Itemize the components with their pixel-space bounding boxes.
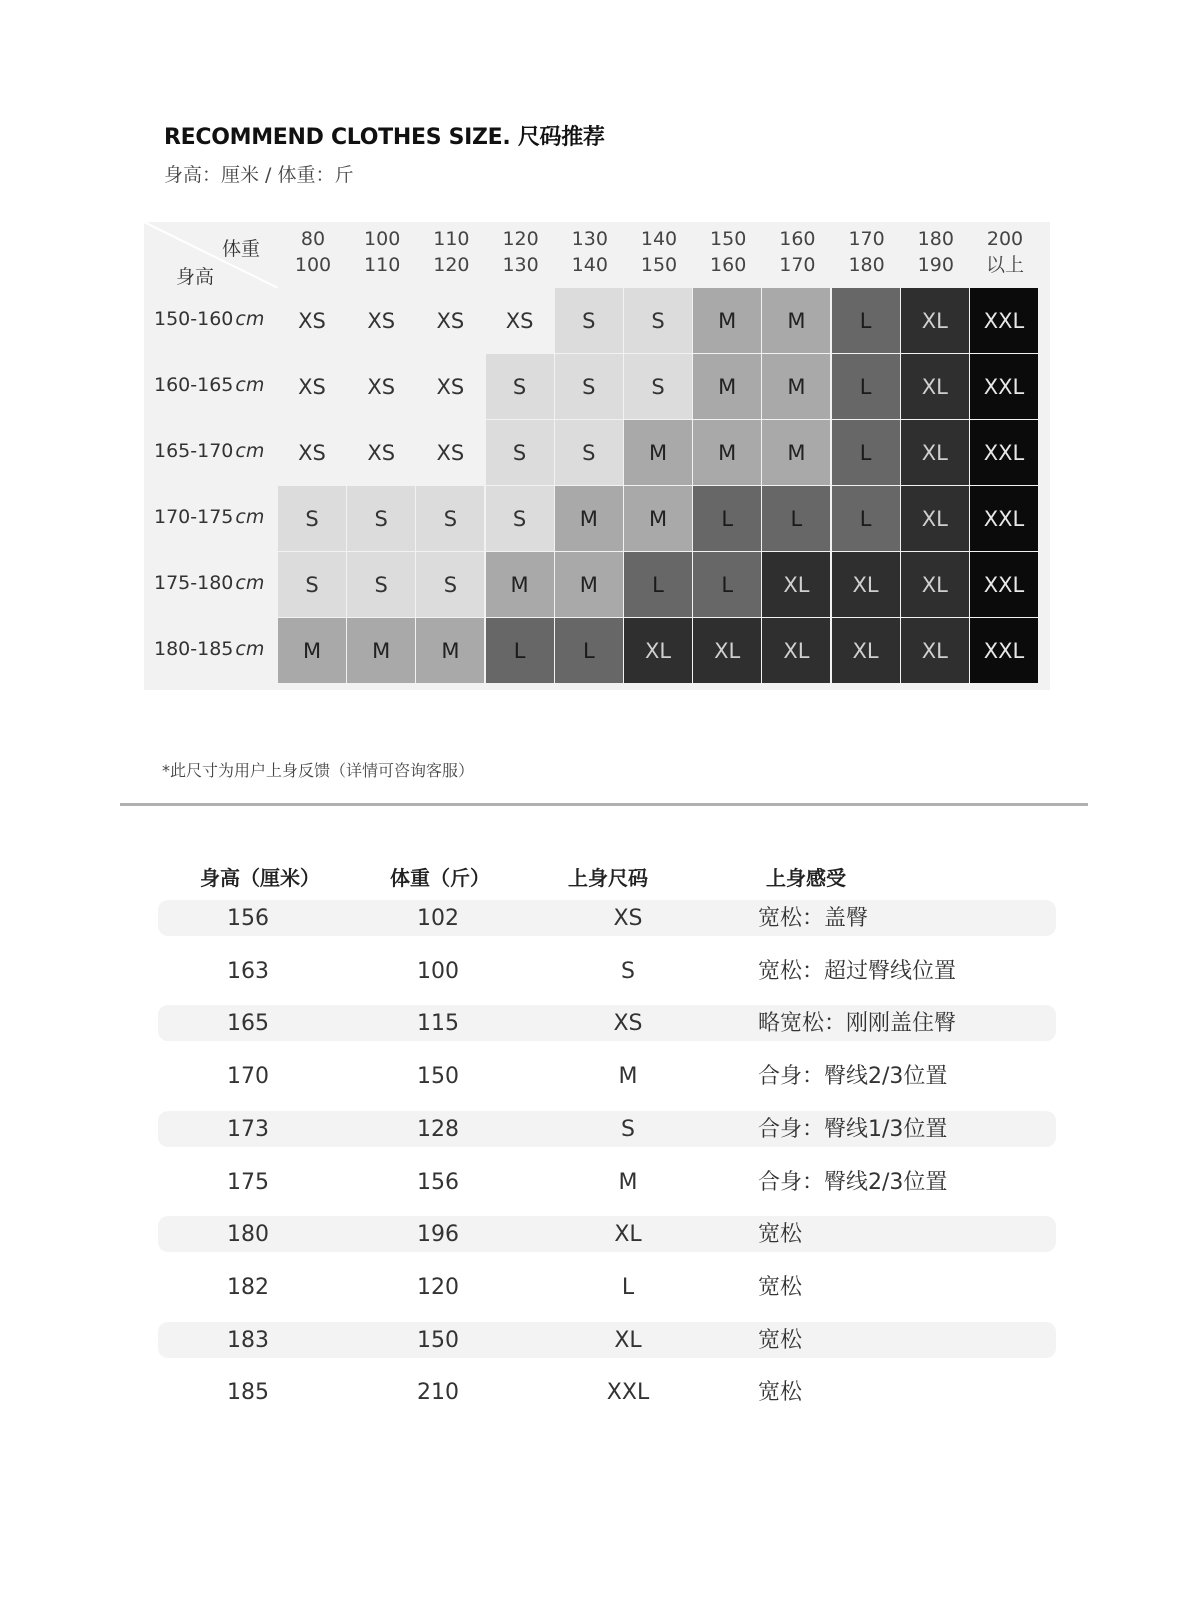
header-feeling: 上身感受 — [766, 866, 846, 890]
size-cell: S — [624, 288, 692, 353]
feedback-row — [158, 1322, 1056, 1358]
size-cell: XS — [278, 354, 346, 419]
size-cell: XL — [901, 552, 969, 617]
size-cell: XL — [901, 420, 969, 485]
size-cell: S — [347, 552, 415, 617]
height-unit: cm — [235, 374, 265, 396]
size-cell: L — [762, 486, 830, 551]
height-row-header — [154, 308, 278, 330]
row-weight: 120 — [417, 1274, 459, 1300]
row-size: XXL — [606, 1380, 650, 1406]
weight-range-start: 110 — [433, 228, 470, 250]
weight-column-header — [486, 226, 556, 278]
size-cell: S — [486, 354, 554, 419]
size-cell: XL — [901, 486, 969, 551]
feedback-row — [158, 1269, 1056, 1305]
row-feeling: 合身：臀线2/3位置 — [758, 1064, 948, 1090]
size-cell: XXL — [970, 420, 1038, 485]
row-weight: 150 — [417, 1064, 459, 1090]
size-cell: XL — [901, 618, 969, 683]
size-cell: M — [624, 486, 692, 551]
size-cell: S — [486, 486, 554, 551]
size-cell: M — [624, 420, 692, 485]
size-cell: XXL — [970, 354, 1038, 419]
size-cell: L — [832, 354, 900, 419]
height-row-header — [154, 638, 278, 660]
size-cell: XS — [486, 288, 554, 353]
size-cell: L — [693, 486, 761, 551]
size-cell: XXL — [970, 486, 1038, 551]
row-size: M — [618, 1064, 638, 1090]
size-cell: S — [416, 486, 484, 551]
size-cell: M — [486, 552, 554, 617]
weight-column-header — [970, 226, 1040, 278]
weight-column-header — [624, 226, 694, 278]
row-weight: 150 — [417, 1327, 459, 1353]
size-cell: XL — [762, 552, 830, 617]
weight-column-header — [416, 226, 486, 278]
height-range: 180-185 — [154, 638, 234, 660]
row-feeling: 合身：臀线2/3位置 — [758, 1169, 948, 1195]
feedback-row — [158, 953, 1056, 989]
page-title: RECOMMEND CLOTHES SIZE. 尺码推荐 — [164, 125, 605, 150]
size-cell: XS — [347, 420, 415, 485]
size-cell: XS — [416, 354, 484, 419]
weight-range-end: 120 — [433, 254, 470, 276]
row-weight: 115 — [417, 1011, 459, 1037]
weight-range-end: 以上 — [985, 254, 1024, 276]
row-feeling: 宽松：盖臀 — [758, 906, 869, 931]
height-range: 165-170 — [154, 440, 234, 462]
weight-range-end: 150 — [640, 254, 678, 276]
weight-range-start: 140 — [640, 228, 678, 250]
size-cell: L — [486, 618, 554, 683]
size-cell: S — [624, 354, 692, 419]
height-range: 170-175 — [154, 506, 234, 528]
row-size: XS — [613, 906, 643, 931]
row-weight: 102 — [417, 906, 459, 931]
size-cell: XXL — [970, 288, 1038, 353]
weight-column-header — [762, 226, 832, 278]
weight-column-header — [278, 226, 348, 278]
weight-range-end: 130 — [502, 254, 539, 276]
size-cell: XS — [347, 354, 415, 419]
height-unit: cm — [235, 440, 265, 462]
size-cell: M — [762, 288, 830, 353]
size-cell: S — [278, 552, 346, 617]
feedback-row — [158, 1374, 1056, 1410]
header-size: 上身尺码 — [568, 866, 648, 890]
header-height: 身高（厘米） — [200, 866, 320, 890]
size-cell: XL — [624, 618, 692, 683]
row-feeling: 宽松 — [758, 1274, 803, 1300]
row-height: 185 — [227, 1380, 269, 1406]
weight-range-start: 180 — [917, 228, 954, 250]
feedback-row — [158, 1164, 1056, 1200]
size-cell: L — [624, 552, 692, 617]
weight-range-start: 200 — [986, 228, 1024, 250]
feedback-row — [158, 1058, 1056, 1094]
size-cell: S — [416, 552, 484, 617]
size-cell: XXL — [970, 618, 1038, 683]
row-height: 163 — [227, 958, 269, 984]
weight-range-end: 110 — [364, 254, 401, 276]
corner-weight-label: 体重 — [222, 238, 261, 260]
row-height: 180 — [227, 1222, 269, 1248]
size-cell: L — [832, 420, 900, 485]
size-cell: L — [832, 486, 900, 551]
weight-range-end: 160 — [710, 254, 747, 276]
row-feeling: 宽松：超过臀线位置 — [758, 958, 957, 984]
weight-range-start: 170 — [848, 228, 885, 250]
size-cell: S — [555, 288, 623, 353]
size-cell: M — [278, 618, 346, 683]
size-cell: M — [416, 618, 484, 683]
row-weight: 128 — [417, 1116, 459, 1142]
row-size: XL — [614, 1222, 642, 1248]
weight-range-end: 180 — [848, 254, 885, 276]
height-row-header — [154, 374, 278, 396]
size-cell: M — [347, 618, 415, 683]
row-size: S — [621, 958, 635, 984]
header-weight: 体重（斤） — [390, 866, 490, 890]
row-feeling: 宽松 — [758, 1222, 803, 1248]
height-range: 160-165 — [154, 374, 234, 396]
size-cell: XL — [693, 618, 761, 683]
weight-column-header — [832, 226, 902, 278]
weight-column-header — [555, 226, 625, 278]
size-cell: S — [278, 486, 346, 551]
size-cell: L — [693, 552, 761, 617]
weight-range-start: 150 — [710, 228, 747, 250]
size-cell: XS — [347, 288, 415, 353]
size-cell: L — [555, 618, 623, 683]
height-unit: cm — [235, 308, 265, 330]
size-cell: L — [832, 288, 900, 353]
row-weight: 196 — [417, 1222, 459, 1248]
weight-column-header — [693, 226, 763, 278]
weight-range-start: 80 — [300, 228, 326, 250]
height-range: 150-160 — [154, 308, 234, 330]
size-cell: M — [693, 354, 761, 419]
corner-height-label: 身高 — [176, 266, 215, 288]
row-height: 156 — [227, 906, 269, 931]
height-unit: cm — [235, 638, 265, 660]
page-subtitle: 身高：厘米 / 体重：斤 — [164, 164, 354, 186]
size-cell: M — [555, 552, 623, 617]
size-cell: XL — [901, 288, 969, 353]
row-size: XL — [614, 1327, 642, 1353]
weight-column-header — [901, 226, 971, 278]
size-cell: XL — [762, 618, 830, 683]
size-cell: S — [555, 420, 623, 485]
weight-range-end: 140 — [571, 254, 608, 276]
height-unit: cm — [235, 572, 265, 594]
row-size: XS — [613, 1011, 643, 1037]
row-height: 183 — [227, 1327, 269, 1353]
weight-column-header — [347, 226, 417, 278]
weight-range-end: 190 — [917, 254, 954, 276]
weight-range-start: 160 — [779, 228, 816, 250]
row-weight: 156 — [417, 1169, 459, 1195]
row-height: 182 — [227, 1274, 269, 1300]
feedback-row — [158, 1005, 1056, 1041]
height-row-header — [154, 506, 278, 528]
size-cell: XS — [416, 288, 484, 353]
height-unit: cm — [235, 506, 265, 528]
size-cell: S — [486, 420, 554, 485]
row-weight: 210 — [417, 1380, 459, 1406]
row-feeling: 略宽松：刚刚盖住臀 — [758, 1011, 957, 1037]
size-cell: S — [347, 486, 415, 551]
weight-range-end: 100 — [294, 254, 332, 276]
weight-range-start: 100 — [364, 228, 401, 250]
size-cell: XL — [901, 354, 969, 419]
size-cell: M — [555, 486, 623, 551]
size-cell: M — [693, 420, 761, 485]
size-cell: M — [762, 420, 830, 485]
size-cell: XL — [832, 552, 900, 617]
row-size: M — [618, 1169, 638, 1195]
height-row-header — [154, 440, 278, 462]
weight-range-start: 120 — [502, 228, 539, 250]
row-size: S — [621, 1116, 635, 1142]
size-cell: M — [762, 354, 830, 419]
section-divider — [120, 803, 1088, 806]
size-cell: XL — [832, 618, 900, 683]
size-cell: XS — [278, 420, 346, 485]
height-range: 175-180 — [154, 572, 234, 594]
size-cell: S — [555, 354, 623, 419]
row-height: 170 — [227, 1064, 269, 1090]
row-height: 165 — [227, 1011, 269, 1037]
row-weight: 100 — [417, 958, 459, 984]
feedback-row — [158, 900, 1056, 936]
size-note: *此尺寸为用户上身反馈（详情可咨询客服） — [162, 761, 475, 780]
row-size: L — [621, 1274, 635, 1300]
weight-range-end: 170 — [779, 254, 816, 276]
row-height: 173 — [227, 1116, 269, 1142]
feedback-row — [158, 1111, 1056, 1147]
feedback-row — [158, 1216, 1056, 1252]
size-cell: XXL — [970, 552, 1038, 617]
row-feeling: 合身：臀线1/3位置 — [758, 1116, 948, 1142]
size-cell: M — [693, 288, 761, 353]
row-feeling: 宽松 — [758, 1327, 803, 1353]
row-height: 175 — [227, 1169, 269, 1195]
height-row-header — [154, 572, 278, 594]
size-chart-grid — [144, 222, 1050, 690]
row-feeling: 宽松 — [758, 1380, 803, 1406]
grid-corner — [144, 222, 278, 288]
weight-range-start: 130 — [571, 228, 608, 250]
size-cell: XS — [416, 420, 484, 485]
size-cell: XS — [278, 288, 346, 353]
